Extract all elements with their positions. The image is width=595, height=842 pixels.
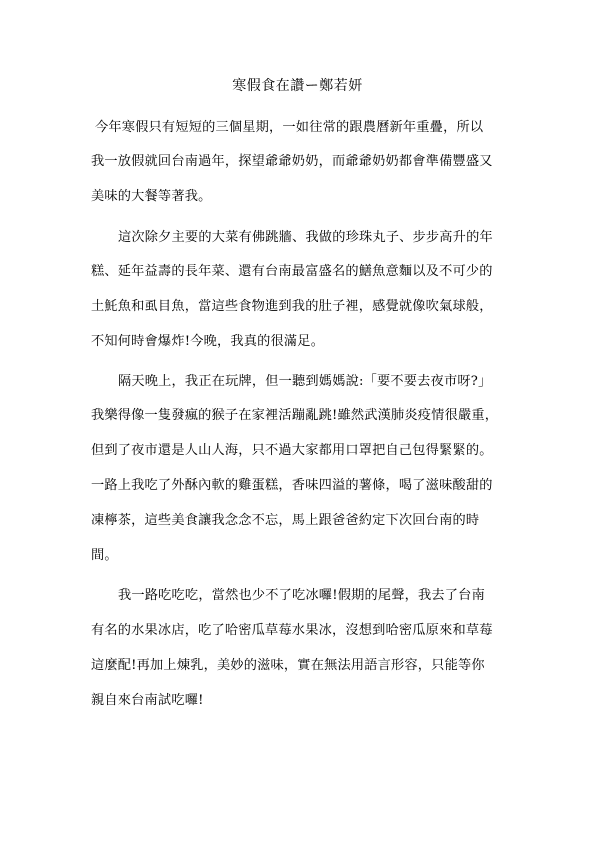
text-line: 美味的大餐等著我。: [91, 189, 212, 204]
text-line: 糕、延年益壽的長年菜、還有台南最富盛名的鱔魚意麵以及不可少的: [91, 264, 493, 279]
text-line: 有名的水果冰店，吃了哈密瓜草莓水果冰，沒想到哈密瓜原來和草莓: [91, 623, 493, 638]
text-line: 凍檸茶，這些美食讓我念念不忘，馬上跟爸爸約定下次回台南的時: [91, 513, 480, 528]
text-line: 今年寒假只有短短的三個星期，一如往常的跟農曆新年重疊，所以: [95, 120, 484, 135]
text-line: 不知何時會爆炸!今晚，我真的很滿足。: [91, 334, 325, 349]
page-title: 寒假食在讚ー鄭若妍: [232, 78, 363, 94]
text-line: 但到了夜市還是人山人海，只不過大家都用口罩把自己包得緊緊的。: [91, 443, 493, 458]
text-line: 這麼配!再加上煉乳，美妙的滋味，實在無法用語言形容，只能等你: [91, 658, 485, 673]
text-line: 隔天晚上，我正在玩牌，但一聽到媽媽說:「要不要去夜市呀?」: [118, 374, 492, 389]
text-line: 間。: [91, 548, 118, 563]
text-line: 這次除夕主要的大菜有佛跳牆、我做的珍珠丸子、步步高升的年: [118, 230, 493, 245]
text-line: 我一路吃吃吃，當然也少不了吃冰囉!假期的尾聲，我去了台南: [118, 588, 485, 603]
text-line: 一路上我吃了外酥內軟的雞蛋糕，香味四溢的薯條，喝了滋味酸甜的: [91, 478, 493, 493]
text-line: 我樂得像一隻發瘋的猴子在家裡活蹦亂跳!雖然武漢肺炎疫情很嚴重，: [91, 408, 499, 423]
text-line: 我一放假就回台南過年，探望爺爺奶奶，而爺爺奶奶都會準備豐盛又: [91, 154, 493, 169]
text-line: 親自來台南試吃囉!: [91, 693, 204, 708]
text-line: 土魠魚和虱目魚，當這些食物進到我的肚子裡，感覺就像吹氣球般，: [91, 299, 493, 314]
